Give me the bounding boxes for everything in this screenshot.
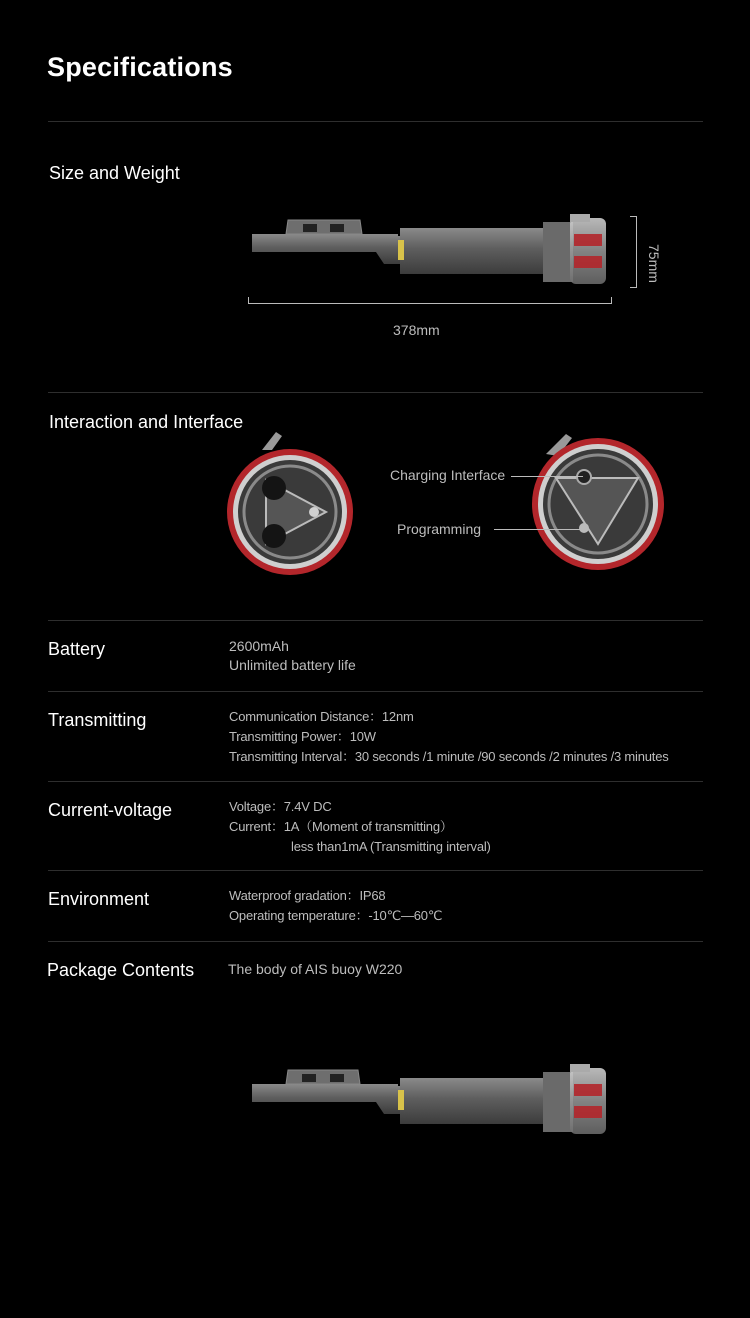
divider <box>48 781 703 782</box>
size-weight-label: Size and Weight <box>49 163 180 183</box>
package-contents-details <box>228 960 402 979</box>
divider <box>48 941 703 942</box>
operating-temperature: Operating temperature：-10℃—60℃ <box>229 908 443 923</box>
divider <box>48 870 703 871</box>
charging-callout-line <box>511 476 583 477</box>
page-title: Specifications <box>47 52 233 82</box>
transmitting-power: Transmitting Power：10W <box>229 729 376 744</box>
buoy-side-image <box>248 212 610 292</box>
current-voltage-label: Current-voltage <box>48 800 173 820</box>
current-standby: less than1mA (Transmitting interval) <box>291 839 491 854</box>
length-dimension-tick <box>611 297 612 304</box>
battery-life: Unlimited battery life <box>229 657 356 673</box>
current-voltage-details <box>229 797 491 857</box>
length-dimension-text: 378mm <box>393 322 440 338</box>
height-dimension-tick <box>630 216 637 217</box>
buoy-cap-image <box>226 428 354 588</box>
package-contents-label: Package Contents <box>47 960 195 980</box>
programming-callout-line <box>494 529 583 530</box>
length-dimension-tick <box>248 297 249 304</box>
environment-details <box>229 886 442 926</box>
divider <box>48 392 703 393</box>
voltage: Voltage：7.4V DC <box>229 799 332 814</box>
divider <box>48 620 703 621</box>
height-dimension-text: 75mm <box>646 244 662 283</box>
buoy-product-image <box>250 1062 610 1142</box>
divider <box>48 121 703 122</box>
battery-capacity: 2600mAh <box>229 638 289 654</box>
buoy-cap-image <box>526 428 666 588</box>
waterproof-rating: Waterproof gradation：IP68 <box>229 888 386 903</box>
height-dimension-tick <box>630 287 637 288</box>
height-dimension-line <box>636 216 637 288</box>
interface-label: Interaction and Interface <box>49 412 244 432</box>
divider <box>48 691 703 692</box>
transmitting-label: Transmitting <box>48 710 147 730</box>
transmitting-details <box>229 707 669 767</box>
package-item: The body of AIS buoy W220 <box>228 961 403 977</box>
current: Current：1A（Moment of transmitting） <box>229 819 453 834</box>
length-dimension-line <box>248 303 612 304</box>
battery-label: Battery <box>48 639 106 659</box>
communication-distance: Communication Distance：12nm <box>229 709 414 724</box>
transmitting-interval: Transmitting Interval：30 seconds /1 minute /90 seconds /2 minutes /3 minutes <box>229 749 669 764</box>
programming-callout: Programming <box>397 521 482 537</box>
battery-details <box>229 637 356 675</box>
charging-interface-callout: Charging Interface <box>390 467 506 483</box>
environment-label: Environment <box>48 889 150 909</box>
